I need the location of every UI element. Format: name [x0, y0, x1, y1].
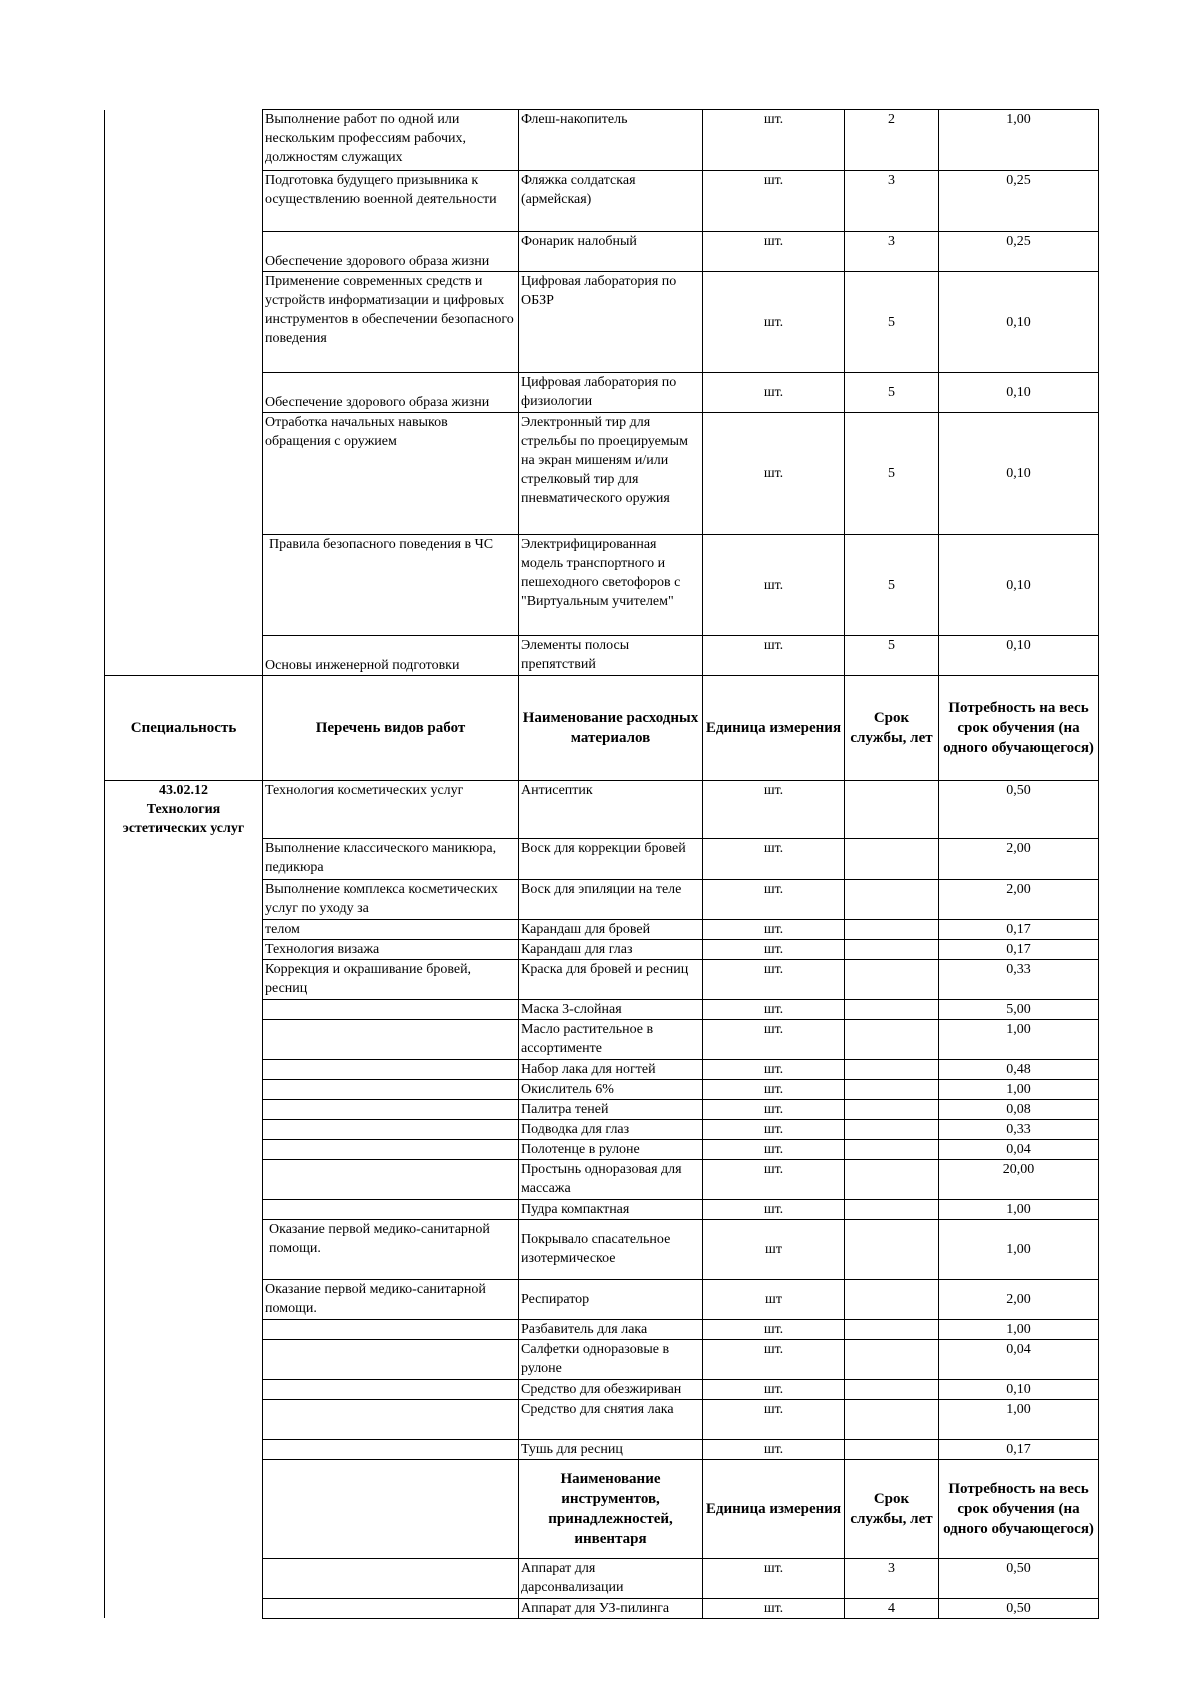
need-cell: 2,00: [939, 879, 1099, 919]
work-type-cell: Подготовка будущего призывника к осуществлению военной деятельности: [263, 171, 519, 232]
work-type-cell: Технология косметических услуг: [263, 781, 519, 839]
need-cell: 0,50: [939, 781, 1099, 839]
table-row: [105, 1439, 1099, 1459]
specialty-cell: [105, 636, 263, 676]
material-cell: Масло растительное в ассортименте: [519, 1019, 703, 1059]
need-cell: 0,50: [939, 1598, 1099, 1618]
service-life-cell: 5: [845, 413, 939, 535]
work-type-cell: Отработка начальных навыков обращения с оружием: [263, 413, 519, 535]
work-type-cell: [263, 1598, 519, 1618]
material-cell: Салфетки одноразовые в рулоне: [519, 1339, 703, 1379]
table-row: [105, 838, 1099, 879]
specialty-cell: [105, 939, 263, 959]
specialty-cell: [105, 272, 263, 373]
table-row: [105, 1139, 1099, 1159]
column-header-works: Перечень видов работ: [263, 676, 519, 781]
service-life-cell: [845, 919, 939, 939]
specialty-cell: [105, 1399, 263, 1439]
work-type-cell: телом: [263, 919, 519, 939]
specialty-cell: [105, 1079, 263, 1099]
need-cell: 0,48: [939, 1059, 1099, 1079]
table-row: [105, 232, 1099, 272]
material-cell: Фонарик налобный: [519, 232, 703, 272]
table-row: [105, 171, 1099, 232]
work-type-cell: Правила безопасного поведения в ЧС: [263, 535, 519, 636]
unit-cell: шт.: [703, 1159, 845, 1199]
unit-cell: шт.: [703, 1079, 845, 1099]
work-type-cell: Коррекция и окрашивание бровей, ресниц: [263, 959, 519, 999]
material-cell: Электронный тир для стрельбы по проецируемым на экран мишеням и/или стрелковый тир для пневматического оружия: [519, 413, 703, 535]
service-life-cell: 5: [845, 373, 939, 413]
service-life-cell: 2: [845, 110, 939, 171]
service-life-cell: 4: [845, 1598, 939, 1618]
specialty-cell: [105, 1119, 263, 1139]
material-cell: Тушь для ресниц: [519, 1439, 703, 1459]
unit-cell: шт.: [703, 1598, 845, 1618]
unit-cell: шт.: [703, 1139, 845, 1159]
unit-cell: шт.: [703, 413, 845, 535]
unit-cell: шт.: [703, 1099, 845, 1119]
unit-cell: шт.: [703, 272, 845, 373]
work-type-cell: Выполнение классического маникюра, педикюра: [263, 838, 519, 879]
service-life-cell: [845, 1279, 939, 1319]
unit-cell: шт.: [703, 1399, 845, 1439]
material-cell: Краска для бровей и ресниц: [519, 959, 703, 999]
service-life-cell: [845, 781, 939, 839]
service-life-cell: [845, 939, 939, 959]
table-row: [105, 1159, 1099, 1199]
material-cell: Респиратор: [519, 1279, 703, 1319]
unit-cell: шт.: [703, 838, 845, 879]
table-row: [105, 879, 1099, 919]
table-row: [105, 373, 1099, 413]
specialty-cell: [105, 781, 263, 839]
material-cell: Покрывало спасательное изотермическое: [519, 1219, 703, 1279]
unit-cell: шт.: [703, 781, 845, 839]
service-life-cell: 3: [845, 171, 939, 232]
service-life-cell: 3: [845, 1558, 939, 1598]
work-type-cell: [263, 1079, 519, 1099]
work-type-cell: Оказание первой медико-санитарной помощи.: [263, 1279, 519, 1319]
work-type-cell: [263, 1019, 519, 1059]
table-row: [105, 1099, 1099, 1119]
service-life-cell: [845, 1319, 939, 1339]
material-cell: Воск для коррекции бровей: [519, 838, 703, 879]
table-row: [105, 413, 1099, 535]
unit-cell: шт.: [703, 879, 845, 919]
service-life-cell: [845, 1019, 939, 1059]
service-life-cell: 5: [845, 272, 939, 373]
service-life-cell: [845, 1339, 939, 1379]
specialty-cell: [105, 1558, 263, 1598]
unit-cell: шт.: [703, 959, 845, 999]
specialty-cell: [105, 1219, 263, 1279]
material-cell: Маска 3-слойная: [519, 999, 703, 1019]
material-cell: Разбавитель для лака: [519, 1319, 703, 1339]
material-cell: Цифровая лаборатория по ОБЗР: [519, 272, 703, 373]
work-type-cell: [263, 1059, 519, 1079]
need-cell: 1,00: [939, 1219, 1099, 1279]
specialty-cell: [105, 1159, 263, 1199]
specialty-cell: [105, 1339, 263, 1379]
specialty-cell: [105, 838, 263, 879]
column-header-tools: Наименование инструментов, принадлежностей, инвентаря: [519, 1459, 703, 1558]
work-type-cell: [263, 1399, 519, 1439]
table-row: [105, 636, 1099, 676]
service-life-cell: [845, 959, 939, 999]
material-cell: Средство для снятия лака: [519, 1399, 703, 1439]
column-header-service-life: Срок службы, лет: [845, 1459, 939, 1558]
service-life-cell: [845, 1139, 939, 1159]
work-type-cell: [263, 1199, 519, 1219]
tool-cell: Аппарат для дарсонвализации: [519, 1558, 703, 1598]
unit-cell: шт.: [703, 999, 845, 1019]
work-type-cell: Выполнение комплекса косметических услуг по уходу за: [263, 879, 519, 919]
specialty-cell: [105, 879, 263, 919]
table-row: [105, 1279, 1099, 1319]
table-row: [105, 1059, 1099, 1079]
need-cell: 2,00: [939, 1279, 1099, 1319]
work-type-cell: [263, 1139, 519, 1159]
service-life-cell: 3: [845, 232, 939, 272]
table-row: [105, 1558, 1099, 1598]
table-row: [105, 1119, 1099, 1139]
work-type-cell: [263, 1319, 519, 1339]
need-cell: 0,33: [939, 959, 1099, 999]
need-cell: 1,00: [939, 1199, 1099, 1219]
need-cell: 0,25: [939, 232, 1099, 272]
column-header-materials: Наименование расходных материалов: [519, 676, 703, 781]
need-cell: 0,10: [939, 535, 1099, 636]
specialty-cell: [105, 535, 263, 636]
column-header-service-life: Срок службы, лет: [845, 676, 939, 781]
need-cell: 0,10: [939, 636, 1099, 676]
table-row: [105, 1219, 1099, 1279]
need-cell: 0,17: [939, 939, 1099, 959]
table-header-row: [105, 1459, 1099, 1558]
need-cell: 20,00: [939, 1159, 1099, 1199]
work-type-cell: Технология визажа: [263, 939, 519, 959]
specialty-cell: [105, 1019, 263, 1059]
specialty-cell: [105, 919, 263, 939]
tool-cell: Аппарат для УЗ-пилинга: [519, 1598, 703, 1618]
need-cell: 0,17: [939, 919, 1099, 939]
table-row: [105, 919, 1099, 939]
service-life-cell: [845, 999, 939, 1019]
need-cell: 2,00: [939, 838, 1099, 879]
need-cell: 1,00: [939, 1319, 1099, 1339]
specialty-cell: [105, 1459, 263, 1558]
work-type-cell: [263, 1379, 519, 1399]
service-life-cell: [845, 1219, 939, 1279]
service-life-cell: [845, 1059, 939, 1079]
material-cell: Воск для эпиляции на теле: [519, 879, 703, 919]
work-type-cell: Оказание первой медико-санитарной помощи.: [263, 1219, 519, 1279]
table-row: [105, 781, 1099, 839]
unit-cell: шт.: [703, 535, 845, 636]
service-life-cell: 5: [845, 535, 939, 636]
unit-cell: шт.: [703, 1379, 845, 1399]
material-cell: Элементы полосы препятствий: [519, 636, 703, 676]
work-type-cell: [263, 1119, 519, 1139]
specialty-cell: [105, 1059, 263, 1079]
table-row: [105, 959, 1099, 999]
unit-cell: шт.: [703, 110, 845, 171]
work-type-cell: [263, 1558, 519, 1598]
column-header-need: Потребность на весь срок обучения (на одного обучающегося): [939, 676, 1099, 781]
specialty-cell: [105, 1099, 263, 1119]
unit-cell: шт.: [703, 1439, 845, 1459]
specialty-cell: [105, 110, 263, 171]
specialty-cell: [105, 171, 263, 232]
material-cell: Окислитель 6%: [519, 1079, 703, 1099]
table-row: [105, 1598, 1099, 1618]
column-header-unit: Единица измерения: [703, 676, 845, 781]
need-cell: 0,04: [939, 1139, 1099, 1159]
work-type-cell: Обеспечение здорового образа жизни: [263, 373, 519, 413]
document-page: [104, 109, 1099, 1619]
table-row: [105, 999, 1099, 1019]
unit-cell: шт.: [703, 1059, 845, 1079]
material-cell: Набор лака для ногтей: [519, 1059, 703, 1079]
need-cell: 0,10: [939, 413, 1099, 535]
specialty-cell: [105, 373, 263, 413]
need-cell: 1,00: [939, 110, 1099, 171]
service-life-cell: [845, 1079, 939, 1099]
work-type-cell: Основы инженерной подготовки: [263, 636, 519, 676]
material-cell: Карандаш для бровей: [519, 919, 703, 939]
need-cell: 0,10: [939, 373, 1099, 413]
need-cell: 1,00: [939, 1079, 1099, 1099]
specialty-code: 43.02.12: [159, 783, 208, 798]
material-cell: Фляжка солдатская (армейская): [519, 171, 703, 232]
service-life-cell: [845, 1119, 939, 1139]
table-row: [105, 1339, 1099, 1379]
table-row: [105, 1199, 1099, 1219]
table-row: [105, 535, 1099, 636]
specialty-cell: [105, 232, 263, 272]
material-cell: Карандаш для глаз: [519, 939, 703, 959]
material-cell: Флеш-накопитель: [519, 110, 703, 171]
need-cell: 0,50: [939, 1558, 1099, 1598]
table-row: [105, 939, 1099, 959]
column-header-need: Потребность на весь срок обучения (на одного обучающегося): [939, 1459, 1099, 1558]
material-cell: Простынь одноразовая для массажа: [519, 1159, 703, 1199]
table-row: [105, 1319, 1099, 1339]
unit-cell: шт.: [703, 1319, 845, 1339]
service-life-cell: [845, 1439, 939, 1459]
need-cell: 0,33: [939, 1119, 1099, 1139]
service-life-cell: [845, 1379, 939, 1399]
specialty-cell: [105, 1199, 263, 1219]
unit-cell: шт.: [703, 1558, 845, 1598]
need-cell: 0,04: [939, 1339, 1099, 1379]
need-cell: 1,00: [939, 1019, 1099, 1059]
table-header-row: [105, 676, 1099, 781]
need-cell: 0,08: [939, 1099, 1099, 1119]
material-cell: Подводка для глаз: [519, 1119, 703, 1139]
material-cell: Цифровая лаборатория по физиологии: [519, 373, 703, 413]
work-type-cell: [263, 1099, 519, 1119]
material-cell: Полотенце в рулоне: [519, 1139, 703, 1159]
specialty-cell: [105, 1439, 263, 1459]
unit-cell: шт.: [703, 373, 845, 413]
work-type-cell: Обеспечение здорового образа жизни: [263, 232, 519, 272]
specialty-cell: [105, 999, 263, 1019]
material-cell: Электрифицированная модель транспортного и пешеходного светофоров с "Виртуальным учителем": [519, 535, 703, 636]
work-type-cell: [263, 1339, 519, 1379]
work-type-cell: Применение современных средств и устройств информатизации и цифровых инструментов в обеспечении безопасного поведения: [263, 272, 519, 373]
table-row: [105, 1079, 1099, 1099]
table-row: [105, 110, 1099, 171]
unit-cell: шт.: [703, 636, 845, 676]
equipment-table: [104, 109, 1099, 1619]
specialty-name: Технология эстетических услуг: [122, 802, 245, 836]
need-cell: 1,00: [939, 1399, 1099, 1439]
unit-cell: шт.: [703, 1119, 845, 1139]
work-type-cell: [263, 1459, 519, 1558]
unit-cell: шт.: [703, 919, 845, 939]
specialty-cell: [105, 1139, 263, 1159]
work-type-cell: [263, 999, 519, 1019]
specialty-cell: [105, 413, 263, 535]
service-life-cell: [845, 1199, 939, 1219]
unit-cell: шт.: [703, 1019, 845, 1059]
service-life-cell: [845, 838, 939, 879]
material-cell: Антисептик: [519, 781, 703, 839]
work-type-cell: [263, 1439, 519, 1459]
work-type-cell: [263, 1159, 519, 1199]
unit-cell: шт.: [703, 1339, 845, 1379]
need-cell: 0,10: [939, 1379, 1099, 1399]
service-life-cell: [845, 1099, 939, 1119]
service-life-cell: 5: [845, 636, 939, 676]
material-cell: Пудра компактная: [519, 1199, 703, 1219]
table-row: [105, 1019, 1099, 1059]
specialty-cell: [105, 1598, 263, 1618]
unit-cell: шт.: [703, 1199, 845, 1219]
column-header-unit: Единица измерения: [703, 1459, 845, 1558]
unit-cell: шт.: [703, 939, 845, 959]
table-row: [105, 1399, 1099, 1439]
table-row: [105, 1379, 1099, 1399]
unit-cell: шт: [703, 1279, 845, 1319]
unit-cell: шт.: [703, 232, 845, 272]
table-row: [105, 272, 1099, 373]
material-cell: Средство для обезжириван: [519, 1379, 703, 1399]
work-type-cell: Выполнение работ по одной или нескольким профессиям рабочих, должностям служащих: [263, 110, 519, 171]
need-cell: 0,17: [939, 1439, 1099, 1459]
unit-cell: шт: [703, 1219, 845, 1279]
specialty-cell: [105, 1319, 263, 1339]
column-header-specialty: Специальность: [105, 676, 263, 781]
unit-cell: шт.: [703, 171, 845, 232]
material-cell: Палитра теней: [519, 1099, 703, 1119]
specialty-cell: [105, 1279, 263, 1319]
specialty-cell: [105, 1379, 263, 1399]
need-cell: 5,00: [939, 999, 1099, 1019]
need-cell: 0,10: [939, 272, 1099, 373]
need-cell: 0,25: [939, 171, 1099, 232]
service-life-cell: [845, 879, 939, 919]
service-life-cell: [845, 1399, 939, 1439]
service-life-cell: [845, 1159, 939, 1199]
specialty-cell: [105, 959, 263, 999]
